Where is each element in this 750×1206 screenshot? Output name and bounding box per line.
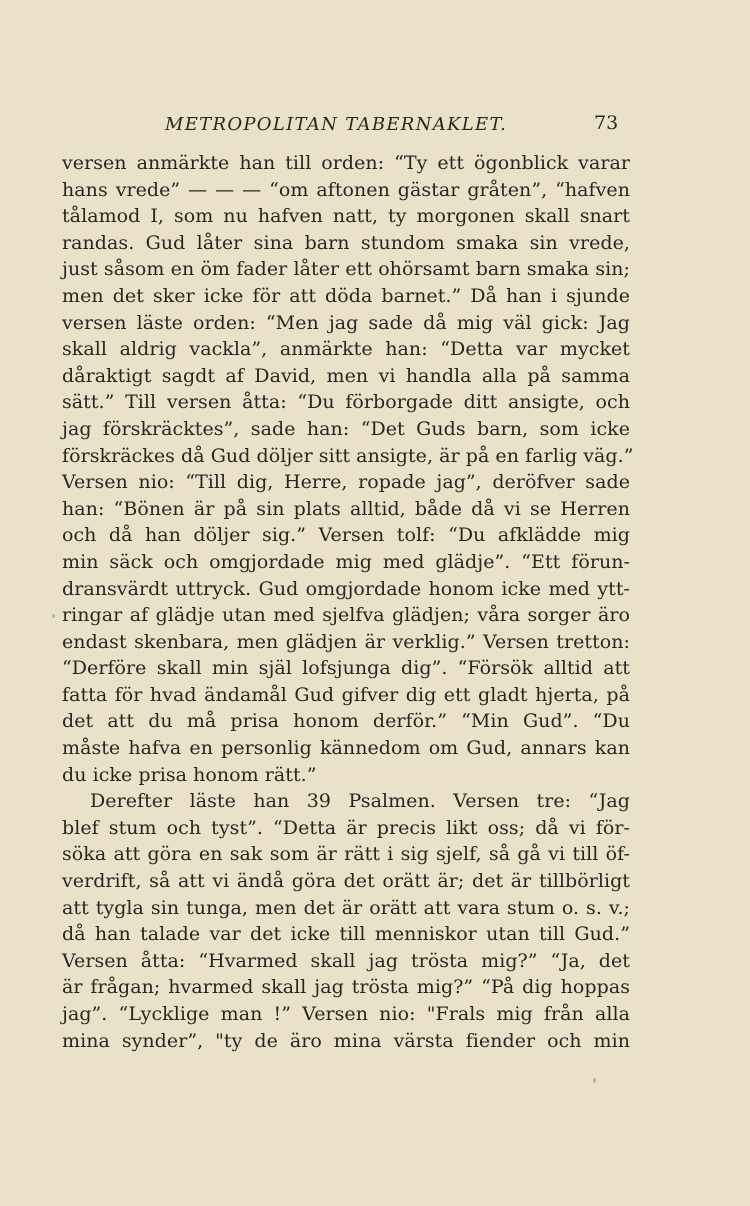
running-header bbox=[0, 108, 750, 148]
text-line: men det sker icke för att döda barnet.” Då han i sjunde bbox=[62, 284, 630, 307]
text-line: jag förskräcktes”, sade han: “Det Guds barn, som icke bbox=[62, 417, 630, 440]
text-line: versen läste orden: “Men jag sade då mig väl gick: Jag bbox=[62, 311, 630, 334]
text-line: dåraktigt sagdt af David, men vi handla alla på samma bbox=[62, 364, 630, 387]
text-line: hans vrede” — — — “om aftonen gästar gråten”, “hafven bbox=[62, 178, 630, 201]
text-line: sätt.” Till versen åtta: “Du förborgade ditt ansigte, och bbox=[62, 391, 630, 414]
text-line: tålamod I, som nu hafven natt, ty morgonen skall snart bbox=[62, 205, 630, 228]
text-line: ringar af glädje utan med sjelfva glädjen; våra sorger äro bbox=[62, 604, 630, 627]
text-line: Versen åtta: “Hvarmed skall jag trösta mig?” “Ja, det bbox=[62, 949, 630, 972]
text-line: “Derföre skall min själ lofsjunga dig”. “Försök alltid att bbox=[62, 657, 630, 680]
text-line: måste hafva en personlig kännedom om Gud, annars kan bbox=[62, 737, 630, 760]
paper-speck bbox=[52, 614, 55, 618]
text-line: och då han döljer sig.” Versen tolf: “Du afklädde mig bbox=[62, 524, 630, 547]
text-line: han: “Bönen är på sin plats alltid, både då vi se Herren bbox=[62, 497, 630, 520]
text-line: det att du må prisa honom derför.” “Min Gud”. “Du bbox=[62, 710, 630, 733]
text-body bbox=[62, 150, 634, 1054]
text-line: versen anmärkte han till orden: “Ty ett ögonblick varar bbox=[62, 152, 630, 174]
text-line: förskräckes då Gud döljer sitt ansigte, är på en farlig väg.” bbox=[62, 444, 634, 467]
text-line: dransvärdt uttryck. Gud omgjordade honom icke med ytt- bbox=[62, 577, 630, 600]
text-line: fatta för hvad ändamål Gud gifver dig ett gladt hjerta, på bbox=[62, 683, 630, 706]
text-line: blef stum och tyst”. “Detta är precis likt oss; då vi för- bbox=[62, 816, 630, 839]
text-line: endast skenbara, men glädjen är verklig.” Versen tretton: bbox=[62, 630, 630, 653]
text-line: Versen nio: “Till dig, Herre, ropade jag”, deröfver sade bbox=[62, 471, 630, 494]
paper-speck bbox=[593, 1078, 596, 1083]
paragraph-end-line: du icke prisa honom rätt.” bbox=[62, 763, 317, 786]
paragraph-start-line: Derefter läste han 39 Psalmen. Versen tre: “Jag bbox=[90, 790, 630, 813]
text-line: att tygla sin tunga, men det är orätt att vara stum o. s. v.; bbox=[62, 896, 630, 919]
text-line: jag”. “Lycklige man !” Versen nio: "Frals mig från alla bbox=[62, 1003, 630, 1025]
text-line: är frågan; hvarmed skall jag trösta mig?” “På dig hoppas bbox=[62, 976, 630, 999]
page-number: 73 bbox=[594, 112, 619, 134]
text-line: mina synder”, "ty de äro mina värsta fiender och min bbox=[62, 1029, 630, 1052]
text-line: söka att göra en sak som är rätt i sig sjelf, så gå vi till öf- bbox=[62, 843, 630, 866]
text-line: då han talade var det icke till menniskor utan till Gud.” bbox=[62, 923, 630, 946]
text-line: skall aldrig vackla”, anmärkte han: “Detta var mycket bbox=[62, 338, 630, 361]
text-line: verdrift, så att vi ändå göra det orätt är; det är tillbörligt bbox=[62, 870, 630, 893]
text-line: just såsom en öm fader låter ett ohörsamt barn smaka sin; bbox=[62, 258, 630, 281]
text-line: min säck och omgjordade mig med glädje”. “Ett förun- bbox=[62, 550, 630, 573]
text-line: randas. Gud låter sina barn stundom smaka sin vrede, bbox=[62, 231, 630, 254]
running-title: METROPOLITAN TABERNAKLET. bbox=[165, 114, 508, 135]
